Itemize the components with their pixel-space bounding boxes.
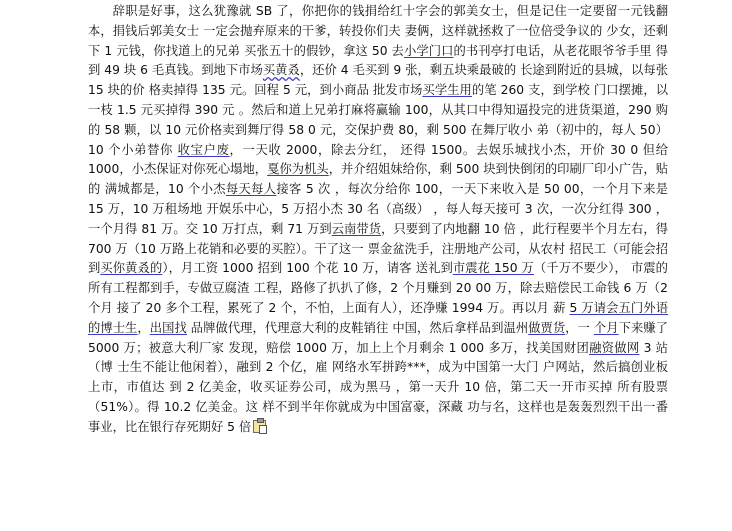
marked-text-run: 小学门口 — [403, 43, 454, 58]
marked-text-run: 收宝户废 — [177, 142, 230, 157]
text-run: 下来赚了 5000 万；被意大利厂家 发现，赔偿 1000 万，加上上个月剩余 1 000 多万，找美国财团 — [88, 320, 668, 355]
paragraph-text — [88, 4, 668, 434]
marked-text-run: 融资做网 — [589, 340, 640, 355]
text-run: 的书刊亭打电话，从老花眼爷爷手里 得到 49 块 6 毛真钱。到地下市场 — [88, 43, 668, 78]
marked-text-run: 买学生用 — [422, 83, 472, 98]
text-run: ，一 — [565, 320, 594, 335]
marked-text-run: 戛你为机头 — [267, 162, 329, 177]
text-run: ， — [137, 320, 150, 335]
marked-text-run: 买黄叒 — [262, 63, 300, 78]
article-body — [88, 2, 668, 438]
text-run: 3 站（博 士生不能让他闲着），融到 2 个亿，雇 网络水军拼跨***，成为中国第一大门 户网站，然后搞创业板上市，市值达 到 2 亿美金，收买证券公司，成为黑马 ，第一天升 10 倍，第二天一开市买掉 所有股票（51%）。得 10.2 亿美金。这 样不到半年你就成为中国富豪，深藏 功与名，这样也是轰轰烈烈干出一番 事业，比在银行存死期好 5 倍 — [88, 340, 668, 434]
text-run: 品牌做代理，代理意大利的皮鞋销往 中国，然后拿样品到温州 — [186, 320, 529, 335]
marked-text-run: 云南带货 — [331, 221, 382, 236]
marked-text-run: 每天每人 — [225, 182, 277, 197]
text-run: 辞职是好事，这么犹豫就 SB 了，你把你的钱捐给红十字会的郭美女士，但是记住一定要留一元钱翻本，捐钱后郭美女士 一定会抛弃原来的干爹，转投你们夫 妻俩，这样就拯救了一位倍受争议的 少女，还剩下 1 元钱，你找道上的兄弟 买张五十的假钞，拿这 50 去 — [88, 4, 668, 58]
text-run: ，并介绍姐妹给你，剩 500 块到快倒闭的印刷厂印小广告，贴的 满城都是，10 个小杰 — [88, 162, 668, 197]
text-run: ），月工资 1000 招到 100 个花 10 万，请客 送礼到 — [162, 261, 453, 276]
marked-text-run: 做贾货 — [528, 320, 566, 335]
paste-options-icon[interactable] — [253, 420, 266, 433]
marked-text-run: 5 万请会五门外语的博士生 — [88, 300, 669, 335]
marked-text-run: 买你黄叒的 — [100, 261, 163, 276]
text-run: 接客 5 次 ，每次分给你 100，一天下来收入是 50 00，一个月下来是 15 万，10 万租场地 开娱乐中心，5 万招小杰 30 名（高级） ，每人每天接可 3 次，一次分红得 300 ，一个月得 81 万。交 10 万打点，剩 71 万到 — [88, 182, 668, 236]
article-paragraph — [88, 2, 668, 438]
text-run: 的笔 260 支，到学校 门口摆摊，以一枝 1.5 元买掉得 390 元 。然后和道上兄弟打麻将赢输 100，从其口中得知逼投完的进货渠道，290 购的 58 颗，以 10 元价格卖到舞厅得 58 0 元，交保护费 80，剩 500 在舞厅收小 弟（初中的，每人 50）10 个小弟替你 — [88, 83, 668, 157]
text-run: （千万不要少）， 市震的所有工程都到手，专做豆腐渣 工程，路修了扒扒了修，2 个月赚到 20 00 万，除去赔偿民工命钱 6 万（2 个月 接了 20 多个工程，累死了 2 个，不怕，上面有人），还净赚 1994 万。再以月 薪 — [88, 261, 668, 315]
text-run: ，一天收 2000，除去分红， 还得 1500。去娱乐城找小杰，开价 30 0 但给 1000，小杰保证对你死心塌地， — [88, 142, 668, 177]
text-run: ，还价 4 毛买到 9 张，剩五块乘最破的 长途到附近的县城，以每张 15 块的价 格卖掉得 135 元。回程 5 元，到小商品 批发市场 — [88, 63, 668, 98]
text-run: ，只要到了内地翻 10 倍 ，此行程要半个月左右，得 700 万（10 万路上花销和必要的买腔）。干了这一 票金盆洗手，注册地产公司，从农村 招民工（可能会招到 — [88, 221, 668, 276]
marked-text-run: 出国找 — [149, 320, 187, 335]
marked-text-run: 市震花 150 万 — [452, 261, 534, 276]
marked-text-run: 个月 — [593, 320, 619, 335]
